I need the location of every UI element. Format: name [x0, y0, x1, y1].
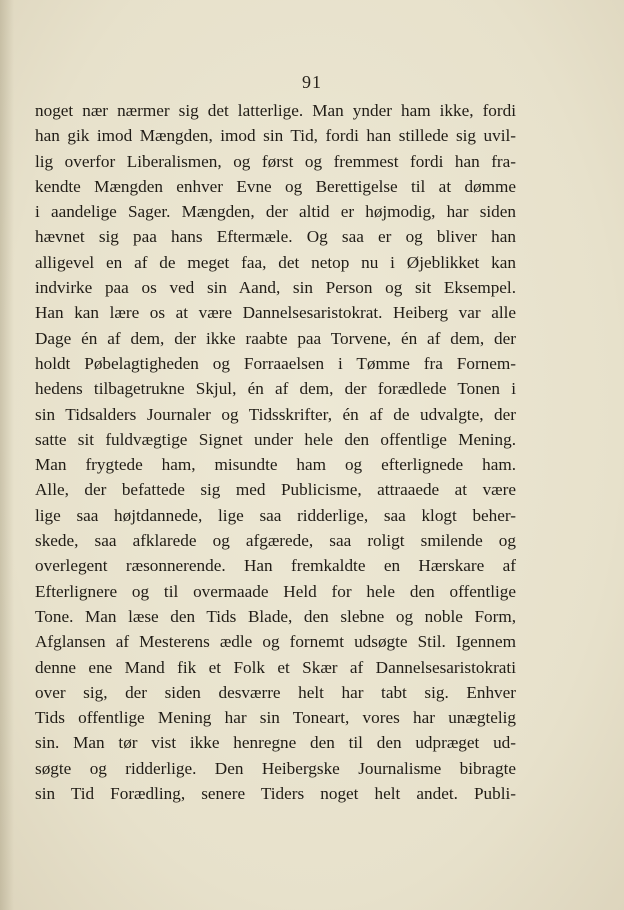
text-line: sin Tidsalders Journaler og Tidsskrifter, én af de udvalgte, der [35, 404, 516, 424]
text-line: holdt Pøbelagtigheden og Forraaelsen i Tømme fra Fornem- [35, 353, 516, 373]
text-line: Efterlignere og til overmaade Held for hele den offentlige [35, 581, 516, 601]
text-line: overlegent ræsonnerende. Han fremkaldte en Hærskare af [35, 556, 516, 576]
text-line: indvirke paa os ved sin Aand, sin Person og sit Eksempel. [35, 278, 516, 298]
text-line: lig overfor Liberalismen, og først og fremmest fordi han fra- [35, 151, 516, 171]
text-line: Dage én af dem, der ikke raabte paa Torvene, én af dem, der [35, 328, 516, 348]
body-text [35, 98, 516, 806]
text-line: Man frygtede ham, misundte ham og efterlignede ham. [35, 455, 516, 475]
text-line: kendte Mængden enhver Evne og Berettigelse til at dømme [35, 176, 516, 196]
text-line: alligevel en af de meget faa, det netop nu i Øjeblikket kan [35, 252, 516, 272]
text-line: han gik imod Mængden, imod sin Tid, fordi han stillede sig uvil- [35, 126, 516, 146]
text-line: sin Tid Forædling, senere Tiders noget helt andet. Publi- [35, 784, 516, 804]
text-line: i aandelige Sager. Mængden, der altid er højmodig, har siden [35, 202, 516, 222]
text-line: noget nær nærmer sig det latterlige. Man ynder ham ikke, fordi [35, 101, 516, 120]
text-line: Afglansen af Mesterens ædle og fornemt udsøgte Stil. Igennem [35, 632, 516, 652]
text-line: Alle, der befattede sig med Publicisme, attraaede at være [35, 480, 516, 500]
text-line: denne ene Mand fik et Folk et Skær af Dannelsesaristokrati [35, 657, 516, 677]
text-line: lige saa højtdannede, lige saa ridderlige, saa klogt beher- [35, 505, 516, 525]
text-line: skede, saa afklarede og afgærede, saa roligt smilende og [35, 531, 516, 551]
text-line: søgte og ridderlige. Den Heibergske Journalisme bibragte [35, 758, 516, 778]
text-line: hævnet sig paa hans Eftermæle. Og saa er og bliver han [35, 227, 516, 247]
text-line: satte sit fuldvægtige Signet under hele den offentlige Mening. [35, 429, 516, 449]
text-line: Han kan lære os at være Dannelsesaristokrat. Heiberg var alle [35, 303, 516, 323]
text-line: Tids offentlige Mening har sin Toneart, vores har unægtelig [35, 708, 516, 728]
text-line: hedens tilbagetrukne Skjul, én af dem, der forædlede Tonen i [35, 379, 516, 399]
text-line: Tone. Man læse den Tids Blade, den slebne og noble Form, [35, 606, 516, 626]
text-line: over sig, der siden desværre helt har tabt sig. Enhver [35, 682, 516, 702]
page-number: 91 [302, 72, 322, 92]
text-line: sin. Man tør vist ikke henregne den til den udpræget ud- [35, 733, 516, 753]
